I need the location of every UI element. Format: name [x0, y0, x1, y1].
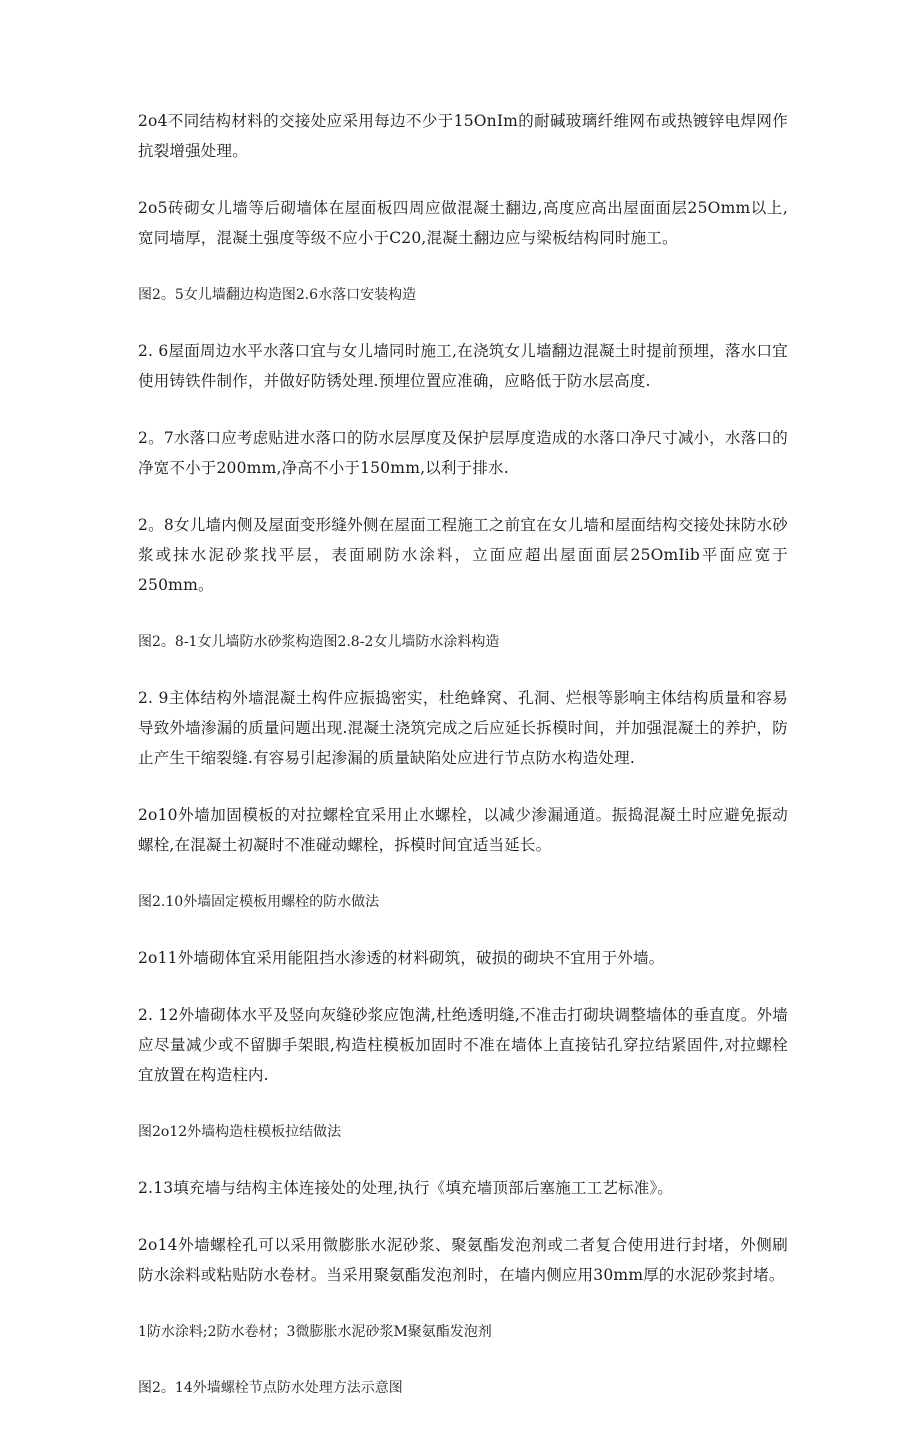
paragraph-2-5: 2o5砖砌女儿墙等后砌墙体在屋面板四周应做混凝土翻边,高度应高出屋面面层25Omm以上,宽同墙厚，混凝土强度等级不应小于C20,混凝土翻边应与梁板结构同时施工。 [138, 199, 788, 247]
paragraph-2-6: 2. 6屋面周边水平水落口宜与女儿墙同时施工,在浇筑女儿墙翻边混凝土时提前预埋，落水口宜使用铸铁件制作，并做好防锈处理.预埋位置应准确，应略低于防水层高度. [138, 342, 788, 390]
paragraph-2-12: 2. 12外墙砌体水平及竖向灰缝砂浆应饱满,杜绝透明缝,不准击打砌块调整墙体的垂直度。外墙应尽量减少或不留脚手架眼,构造柱模板加固时不准在墙体上直接钻孔穿拉结紧固件,对拉螺栓宜放置在构造柱内. [138, 1006, 788, 1084]
figure-caption-2-8: 图2。8-1女儿墙防水砂浆构造图2.8-2女儿墙防水涂料构造 [138, 634, 500, 650]
figure-caption-2-10: 图2.10外墙固定模板用螺栓的防水做法 [138, 894, 380, 910]
paragraph-2-14: 2o14外墙螺栓孔可以采用微膨胀水泥砂浆、聚氨酯发泡剂或二者复合使用进行封堵，外侧刷防水涂料或粘贴防水卷材。当采用聚氨酯发泡剂时，在墙内侧应用30mm厚的水泥砂浆封堵。 [138, 1236, 788, 1284]
paragraph-2-7: 2。7水落口应考虑贴进水落口的防水层厚度及保护层厚度造成的水落口净尺寸减小，水落口的净宽不小于200mm,净高不小于150mm,以利于排水. [138, 429, 788, 477]
figure-legend-2-14: 1防水涂料;2防水卷材；3微膨胀水泥砂浆M聚氨酯发泡剂 [138, 1324, 492, 1340]
paragraph-2-10: 2o10外墙加固模板的对拉螺栓宜采用止水螺栓，以减少渗漏通道。振捣混凝土时应避免振动螺栓,在混凝土初凝时不准碰动螺栓，拆模时间宜适当延长。 [138, 806, 788, 854]
paragraph-2-9: 2. 9主体结构外墙混凝土构件应振捣密实，杜绝蜂窝、孔洞、烂根等影响主体结构质量和容易导致外墙渗漏的质量问题出现.混凝土浇筑完成之后应延长拆模时间，并加强混凝土的养护，防止产生干缩裂缝.有容易引起渗漏的质量缺陷处应进行节点防水构造处理. [138, 689, 788, 767]
paragraph-2-11: 2o11外墙砌体宜采用能阻挡水渗透的材料砌筑，破损的砌块不宜用于外墙。 [138, 949, 665, 967]
paragraph-2-4: 2o4不同结构材料的交接处应采用每边不少于15OnIm的耐碱玻璃纤维网布或热镀锌电焊网作抗裂增强处理。 [138, 112, 788, 160]
paragraph-2-13: 2.13填充墙与结构主体连接处的处理,执行《填充墙顶部后塞施工工艺标准》。 [138, 1179, 674, 1197]
figure-caption-2-12: 图2o12外墙构造柱模板拉结做法 [138, 1124, 342, 1140]
paragraph-2-8: 2。8女儿墙内侧及屋面变形缝外侧在屋面工程施工之前宜在女儿墙和屋面结构交接处抹防水砂浆或抹水泥砂浆找平层，表面刷防水涂料，立面应超出屋面面层25OmIib平面应宽于250mm。 [138, 516, 788, 594]
figure-caption-2-14: 图2。14外墙螺栓节点防水处理方法示意图 [138, 1380, 403, 1396]
document-body [138, 106, 788, 1429]
figure-caption-2-5: 图2。5女儿墙翻边构造图2.6水落口安装构造 [138, 287, 417, 303]
